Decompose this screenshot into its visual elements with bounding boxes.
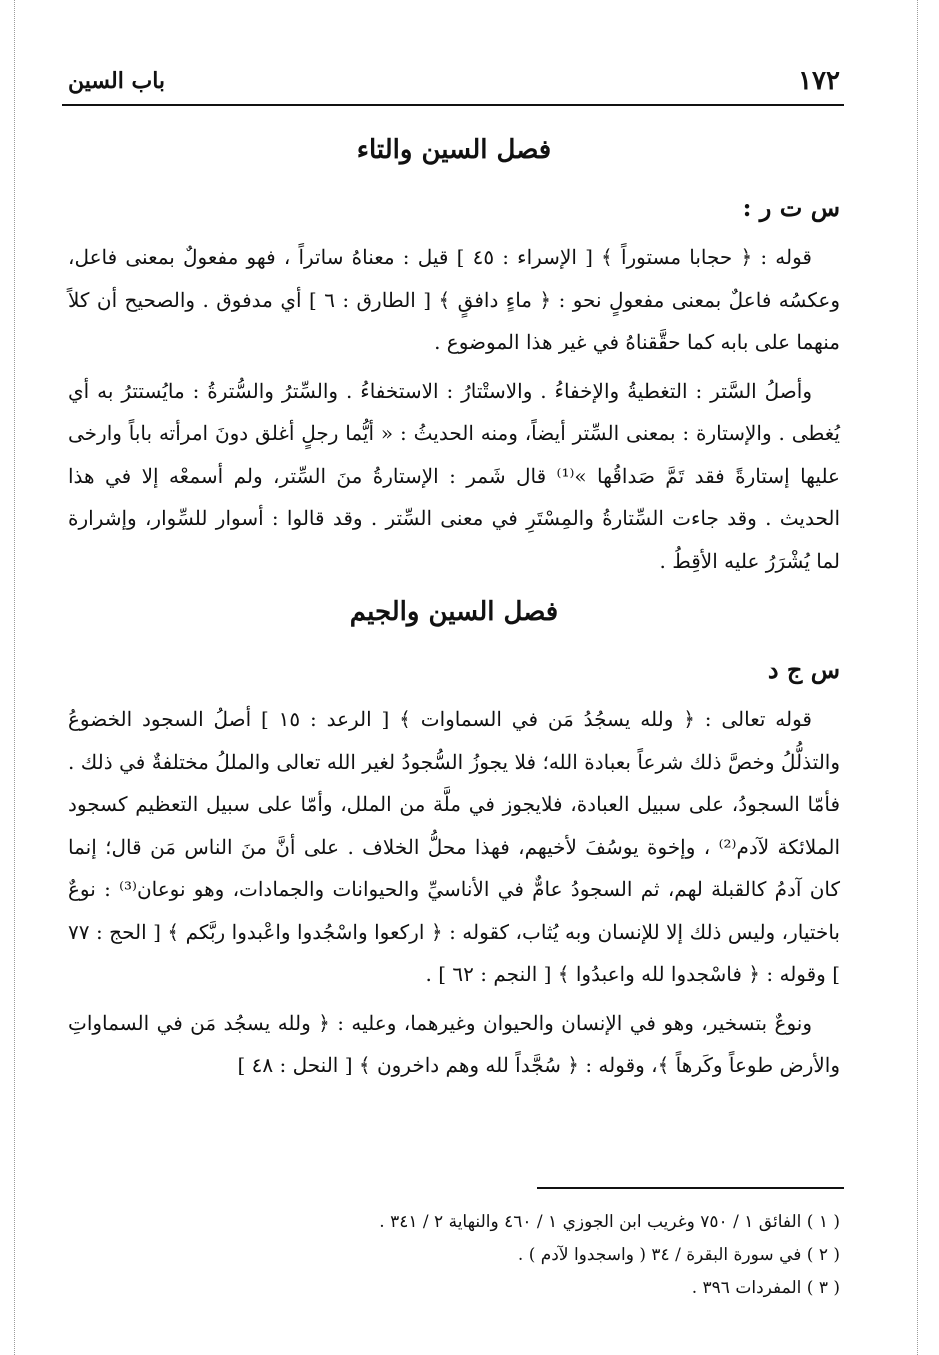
- footnote: ( ٢ ) في سورة البقرة / ٣٤ ( واسجدوا لآدم ) .: [517, 1245, 840, 1265]
- root-heading: س ت ر :: [742, 193, 840, 222]
- footnote: ( ١ ) الفائق ١ / ٧٥٠ وغريب ابن الجوزي ١ / ٤٦٠ والنهاية ٢ / ٣٤١ .: [379, 1212, 840, 1232]
- header-rule: [62, 104, 844, 106]
- footnote: ( ٣ ) المفردات ٣٩٦ .: [691, 1278, 840, 1298]
- root-heading: س ج د: [767, 655, 840, 684]
- footnotes: [68, 1206, 840, 1305]
- scan-margin-line-left: [14, 0, 15, 1355]
- page-number: ١٧٢: [798, 66, 840, 96]
- main-text: [68, 120, 840, 1093]
- chapter-title: باب السين: [68, 68, 166, 94]
- footnote-rule: [537, 1187, 844, 1189]
- section-title: فصل السين والتاء: [356, 135, 552, 165]
- scan-margin-line-right: [917, 0, 918, 1355]
- section-sin-ta: [68, 130, 840, 582]
- paragraph: قوله تعالى : ﴿ ولله يسجُدُ مَن في السماوات ﴾ [ الرعد : ١٥ ] أصلُ السجود الخضوعُ والتذلُّلُ وخصَّ ذلك شرعاً بعبادة الله؛ فلا يجوزُ السُّجودُ لغير الله تعالى والمللُ مختلفةٌ في ذلك . فأمّا السجودُ، على سبيل العبادة، فلايجوز في ملَّة من الملل، وأمّا على سبيل التعظيم كسجود الملائكة لآدم⁽²⁾ ، وإخوة يوسُفَ لأخيهم، فهذا محلُّ الخلاف . على أنَّ منَ الناس مَن قال؛ إنما كان آدمُ كالقبلة لهم، ثم السجودُ عامٌّ في الأناسيِّ والحيوانات والجمادات، وهو نوعان⁽³⁾ : نوعٌ باختيار، وليس ذلك إلا للإنسان وبه يُثاب، كقوله : ﴿ اركعوا واسْجُدوا واعْبدوا ربَّكم ﴾ [ الحج : ٧٧ ] وقوله : ﴿ فاسْجدوا لله واعبدُوا ﴾ [ النجم : ٦٢ ] .: [68, 707, 841, 986]
- paragraph: ونوعٌ بتسخير، وهو في الإنسان والحيوان وغيرهما، وعليه : ﴿ ولله يسجُد مَن في السماواتِ والأرض طوعاً وكَرهاً ﴾، وقوله : ﴿ سُجَّداً لله وهم داخرون ﴾ [ النحل : ٤٨ ]: [68, 1010, 840, 1077]
- running-head: [68, 64, 840, 104]
- paragraph: وأصلُ السَّتر : التغطيةُ والإخفاءُ . والاستْتارُ : الاستخفاءُ . والسِّترُ والسُّترةُ : مايُستترُ به أي يُغطى . والإستارة : بمعنى السِّتر أيضاً، ومنه الحديثُ : « أيُّما رجلٍ أغلق دونَ امرأته باباً وارخى عليها إستارةً فقد تَمَّ صَداقُها »⁽¹⁾ قال شَمر : الإستارةُ منَ السِّتر، ولم أسمعْه إلا في هذا الحديث . وقد جاءت السِّتارةُ والمِسْتَرِ في معنى السِّتر . وقد قالوا : أسوار للسِّوار، وإشرارة لما يُشْرَرُ عليه الأقِطُ .: [68, 378, 840, 573]
- paragraph: قوله : ﴿ حجابا مستوراً ﴾ [ الإسراء : ٤٥ ] قيل : معناهُ ساتراً ، فهو مفعولٌ بمعنى فاعل، وعكسُه فاعلٌ بمعنى مفعولٍ نحو : ﴿ ماءٍ دافقٍ ﴾ [ الطارق : ٦ ] أي مدفوق . والصحيح أن كلاً منهما على بابه كما حقَّقناهُ في غير هذا الموضوع .: [68, 245, 841, 354]
- section-sin-jim: [68, 592, 840, 1087]
- section-title: فصل السين والجيم: [349, 597, 559, 627]
